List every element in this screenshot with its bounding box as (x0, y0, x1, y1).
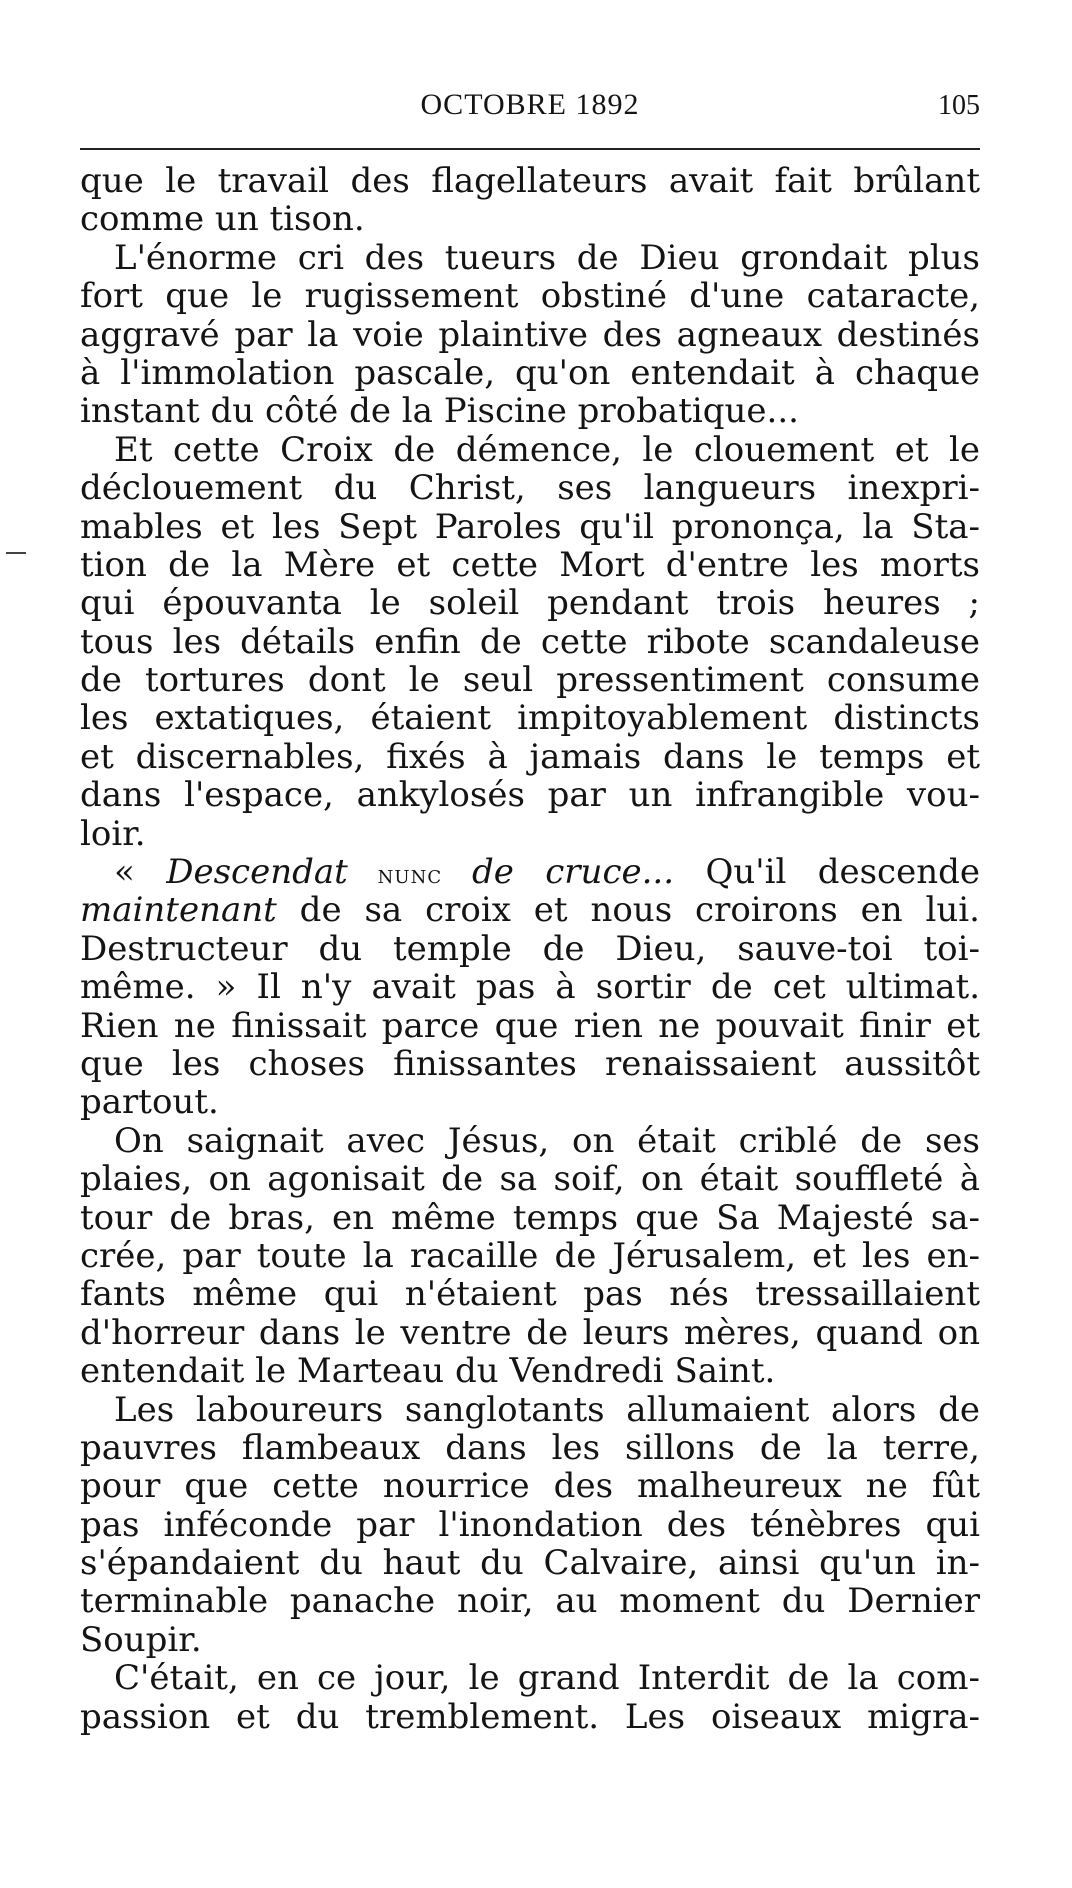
text-span: Qu'il descende (674, 852, 980, 893)
text-line: pas inféconde par l'inondation des ténèbres qui (80, 1504, 980, 1545)
text-line: plaies, on agonisait de sa soif, on était souffleté à (80, 1159, 980, 1200)
text-line: pauvres flambeaux dans les sillons de la terre, (80, 1427, 980, 1468)
text-line: L'énorme cri des tueurs de Dieu grondait plus (114, 237, 980, 278)
text-line: même. » Il n'y avait pas à sortir de cet ultimat. (80, 967, 980, 1008)
text-line: crée, par toute la racaille de Jérusalem, et les en- (80, 1235, 980, 1276)
text-line: pour que cette nourrice des malheureux ne fût (80, 1466, 980, 1507)
margin-mark (6, 552, 26, 562)
text-line: passion et du tremblement. Les oiseaux migra- (80, 1696, 980, 1737)
text-line: tour de bras, en même temps que Sa Majesté sa- (80, 1197, 980, 1238)
text-line: dans l'espace, ankylosés par un infrangible vou- (80, 775, 980, 816)
text-span: « (114, 852, 167, 893)
text-line: de tortures dont le seul pressentiment consume (80, 660, 980, 701)
text-span-italic: maintenant (80, 890, 277, 931)
text-line: C'était, en ce jour, le grand Interdit de la com- (114, 1658, 980, 1699)
text-line (80, 853, 980, 891)
text-line: que le travail des flagellateurs avait fait brûlant (80, 161, 980, 201)
text-line: et discernables, fixés à jamais dans le temps et (80, 736, 980, 777)
text-line: Les laboureurs sanglotants allumaient alors de (114, 1389, 980, 1430)
text-line: tion de la Mère et cette Mort d'entre les morts (80, 544, 980, 585)
text-line: entendait le Marteau du Vendredi Saint. (80, 1351, 776, 1392)
text-line: s'épandaient du haut du Calvaire, ainsi qu'un in- (80, 1543, 980, 1584)
text-line: On saignait avec Jésus, on était criblé de ses (114, 1120, 980, 1161)
text-span-italic: de cruce... (471, 852, 675, 893)
header-rule (80, 148, 980, 150)
text-line: Destructeur du temple de Dieu, sauve-toi toi- (80, 928, 980, 969)
text-line: que les choses finissantes renaissaient aussitôt (80, 1043, 980, 1084)
page-header (80, 88, 980, 128)
text-line: Et cette Croix de démence, le clouement et le (114, 429, 980, 470)
text-line: tous les détails enfin de cette ribote scandaleuse (80, 621, 980, 662)
text-line: loir. (80, 813, 146, 854)
text-line: les extatiques, étaient impitoyablement distincts (80, 698, 980, 739)
text-line: instant du côté de la Piscine probatique... (80, 391, 799, 432)
text-line: qui épouvanta le soleil pendant trois heures ; (80, 583, 980, 624)
text-line (80, 891, 980, 929)
body-text (80, 162, 980, 1736)
text-line: mables et les Sept Paroles qu'il prononça, la Sta- (80, 506, 980, 547)
text-line: déclouement du Christ, ses langueurs inexpri- (80, 468, 980, 509)
text-line: Soupir. (80, 1619, 202, 1660)
text-line: d'horreur dans le ventre de leurs mères, quand on (80, 1312, 980, 1353)
text-line: fort que le rugissement obstiné d'une cataracte, (80, 276, 980, 317)
text-line: à l'immolation pascale, qu'on entendait à chaque (80, 352, 980, 393)
running-head: OCTOBRE 1892 (420, 88, 640, 121)
text-line: Rien ne finissait parce que rien ne pouvait finir et (80, 1005, 980, 1046)
text-line: partout. (80, 1082, 219, 1123)
text-span-italic: Descendat (166, 852, 348, 893)
text-line: terminable panache noir, au moment du Dernier (80, 1581, 980, 1622)
text-line: aggravé par la voie plaintive des agneaux destinés (80, 314, 980, 355)
text-span: de sa croix et nous croirons en lui. (276, 890, 980, 931)
text-line: fants même qui n'étaient pas nés tressaillaient (80, 1274, 980, 1315)
text-line: comme un tison. (80, 199, 365, 240)
text-span-smallcaps: nunc (347, 860, 472, 891)
page-number: 105 (938, 90, 980, 121)
